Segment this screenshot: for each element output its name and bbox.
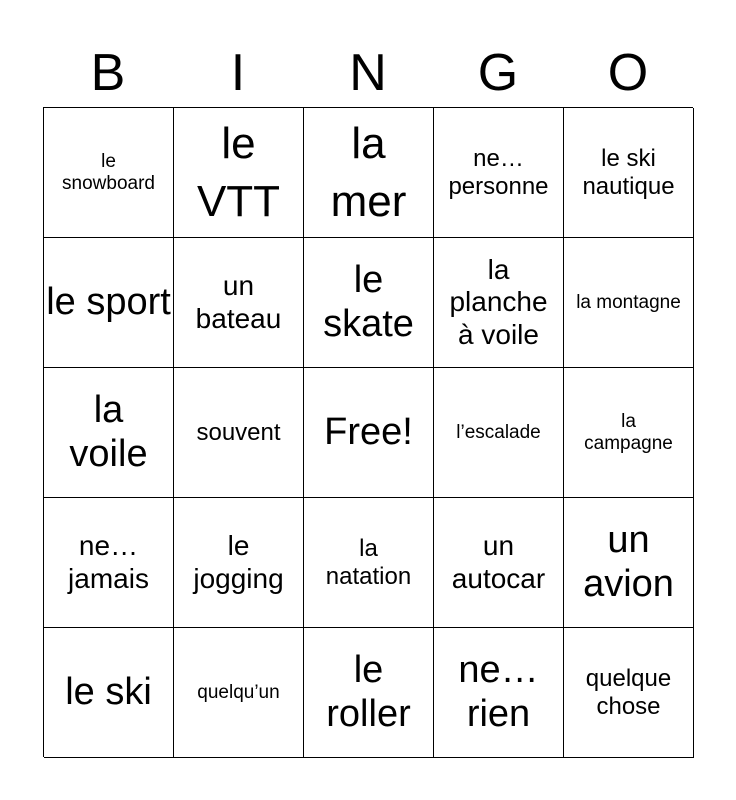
- bingo-cell[interactable]: ne… personne: [434, 108, 564, 238]
- header-letter-g: G: [477, 44, 519, 102]
- bingo-cell[interactable]: le roller: [304, 628, 434, 758]
- bingo-cell[interactable]: la campagne: [564, 368, 694, 498]
- bingo-cell[interactable]: la voile: [44, 368, 174, 498]
- header-letter-n: N: [349, 44, 387, 102]
- header-letter-o: O: [607, 44, 649, 102]
- bingo-cell[interactable]: le sport: [44, 238, 174, 368]
- bingo-cell[interactable]: le jogging: [174, 498, 304, 628]
- header-letter-b: B: [90, 44, 126, 102]
- bingo-cell[interactable]: la mer: [304, 108, 434, 238]
- bingo-cell[interactable]: un bateau: [174, 238, 304, 368]
- bingo-cell[interactable]: le skate: [304, 238, 434, 368]
- bingo-cell[interactable]: le ski: [44, 628, 174, 758]
- free-space[interactable]: Free!: [304, 368, 434, 498]
- bingo-cell[interactable]: ne… jamais: [44, 498, 174, 628]
- bingo-cell[interactable]: un autocar: [434, 498, 564, 628]
- bingo-cell[interactable]: un avion: [564, 498, 694, 628]
- bingo-cell[interactable]: souvent: [174, 368, 304, 498]
- bingo-cell[interactable]: ne… rien: [434, 628, 564, 758]
- bingo-cell[interactable]: la natation: [304, 498, 434, 628]
- bingo-cell[interactable]: le VTT: [174, 108, 304, 238]
- bingo-grid: [43, 107, 693, 757]
- bingo-header: [43, 40, 693, 106]
- bingo-cell[interactable]: l’escalade: [434, 368, 564, 498]
- bingo-cell[interactable]: la montagne: [564, 238, 694, 368]
- bingo-cell[interactable]: le snowboard: [44, 108, 174, 238]
- bingo-cell[interactable]: la planche à voile: [434, 238, 564, 368]
- header-letter-i: I: [230, 44, 246, 102]
- bingo-cell[interactable]: quelque chose: [564, 628, 694, 758]
- bingo-cell[interactable]: le ski nautique: [564, 108, 694, 238]
- bingo-cell[interactable]: quelqu’un: [174, 628, 304, 758]
